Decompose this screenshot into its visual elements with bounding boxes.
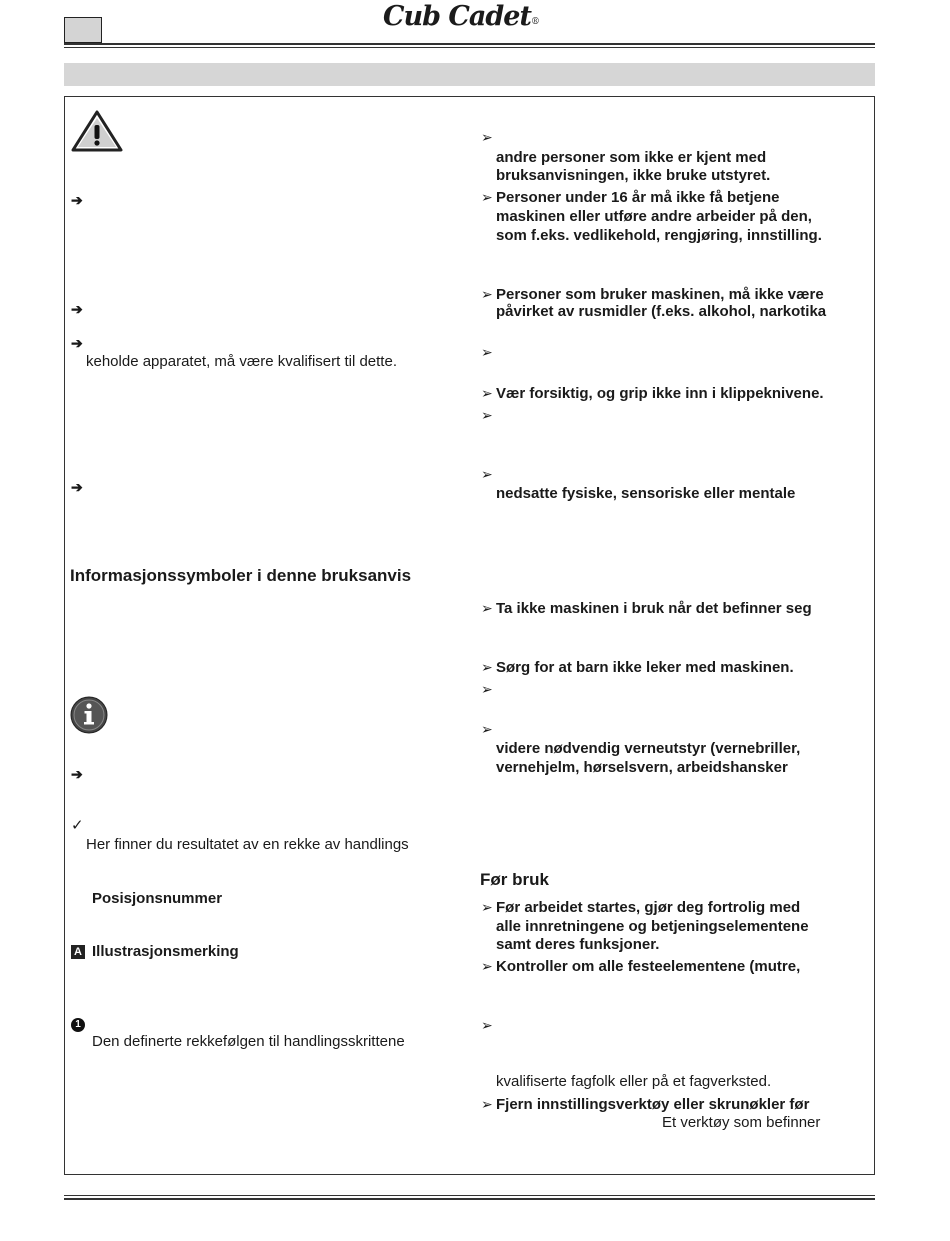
- checkmark-icon: ✓: [71, 817, 84, 834]
- text-line: nedsatte fysiske, sensoriske eller mentale: [496, 485, 796, 502]
- text-line: Sørg for at barn ikke leker med maskinen.: [496, 659, 794, 676]
- brand-logo: [383, 1, 540, 32]
- arrow-bullet-icon: ➔: [71, 192, 83, 208]
- header-rule-thin: [64, 47, 875, 48]
- info-icon: [69, 695, 109, 735]
- position-number-label: Posisjonsnummer: [92, 890, 223, 907]
- chevron-bullet-icon: ➢: [481, 286, 493, 302]
- chevron-bullet-icon: ➢: [481, 1017, 493, 1033]
- header-rule-thick: [64, 43, 875, 45]
- arrow-bullet-icon: ➔: [71, 335, 83, 351]
- chevron-bullet-icon: ➢: [481, 600, 493, 616]
- footer-rule-thin: [64, 1195, 875, 1196]
- footer-rule-thick: [64, 1198, 875, 1200]
- chevron-bullet-icon: ➢: [481, 466, 493, 482]
- text-line: samt deres funksjoner.: [496, 936, 660, 953]
- text-line: alle innretningene og betjeningselementene: [496, 918, 809, 935]
- chevron-bullet-icon: ➢: [481, 385, 493, 401]
- text-line: Personer som bruker maskinen, må ikke være: [496, 286, 824, 303]
- chevron-bullet-icon: ➢: [481, 721, 493, 737]
- content-frame: [64, 96, 875, 1175]
- text-line: kvalifiserte fagfolk eller på et fagverksted.: [496, 1073, 772, 1090]
- result-text: Her finner du resultatet av en rekke av handlings: [86, 836, 409, 853]
- text-line: Fjern innstillingsverktøy eller skrunøkler før: [496, 1096, 810, 1113]
- text-line: påvirket av rusmidler (f.eks. alkohol, narkotika: [496, 303, 827, 320]
- page-number-box: [64, 17, 102, 43]
- trademark-symbol: ®: [530, 17, 540, 27]
- warning-triangle-icon: [70, 109, 124, 153]
- text-line: maskinen eller utføre andre arbeider på den,: [496, 208, 812, 225]
- for-bruk-heading: Før bruk: [480, 870, 549, 889]
- illustration-label: Illustrasjonsmerking: [92, 943, 239, 960]
- sequence-text: Den definerte rekkefølgen til handlingsskrittene: [92, 1033, 405, 1050]
- arrow-bullet-icon: ➔: [71, 766, 83, 782]
- text-line: andre personer som ikke er kjent med: [496, 149, 767, 166]
- text-line: som f.eks. vedlikehold, rengjøring, innstilling.: [496, 227, 822, 244]
- section-title-bar: [64, 63, 875, 86]
- chevron-bullet-icon: ➢: [481, 344, 493, 360]
- illustration-badge: A: [71, 945, 85, 959]
- brand-name: Cub Cadet: [383, 1, 531, 32]
- text-line: Et verktøy som befinner: [662, 1114, 821, 1131]
- text-line: Personer under 16 år må ikke få betjene: [496, 189, 780, 206]
- text-line: Vær forsiktig, og grip ikke inn i klippeknivene.: [496, 385, 824, 402]
- chevron-bullet-icon: ➢: [481, 1096, 493, 1112]
- step-number-badge: 1: [71, 1018, 85, 1032]
- arrow-bullet-icon: ➔: [71, 301, 83, 317]
- chevron-bullet-icon: ➢: [481, 958, 493, 974]
- text-line: Kontroller om alle festeelementene (mutre,: [496, 958, 801, 975]
- text-line: vernehjelm, hørselsvern, arbeidshansker: [496, 759, 788, 776]
- text-line: keholde apparatet, må være kvalifisert til dette.: [86, 353, 397, 370]
- chevron-bullet-icon: ➢: [481, 659, 493, 675]
- chevron-bullet-icon: ➢: [481, 407, 493, 423]
- text-line: bruksanvisningen, ikke bruke utstyret.: [496, 167, 771, 184]
- chevron-bullet-icon: ➢: [481, 129, 493, 145]
- chevron-bullet-icon: ➢: [481, 681, 493, 697]
- chevron-bullet-icon: ➢: [481, 899, 493, 915]
- text-line: Før arbeidet startes, gjør deg fortrolig med: [496, 899, 801, 916]
- text-line: videre nødvendig verneutstyr (vernebriller,: [496, 740, 801, 757]
- arrow-bullet-icon: ➔: [71, 479, 83, 495]
- info-symbols-heading: Informasjonssymboler i denne bruksanvis: [70, 566, 412, 585]
- text-line: Ta ikke maskinen i bruk når det befinner seg: [496, 600, 812, 617]
- chevron-bullet-icon: ➢: [481, 189, 493, 205]
